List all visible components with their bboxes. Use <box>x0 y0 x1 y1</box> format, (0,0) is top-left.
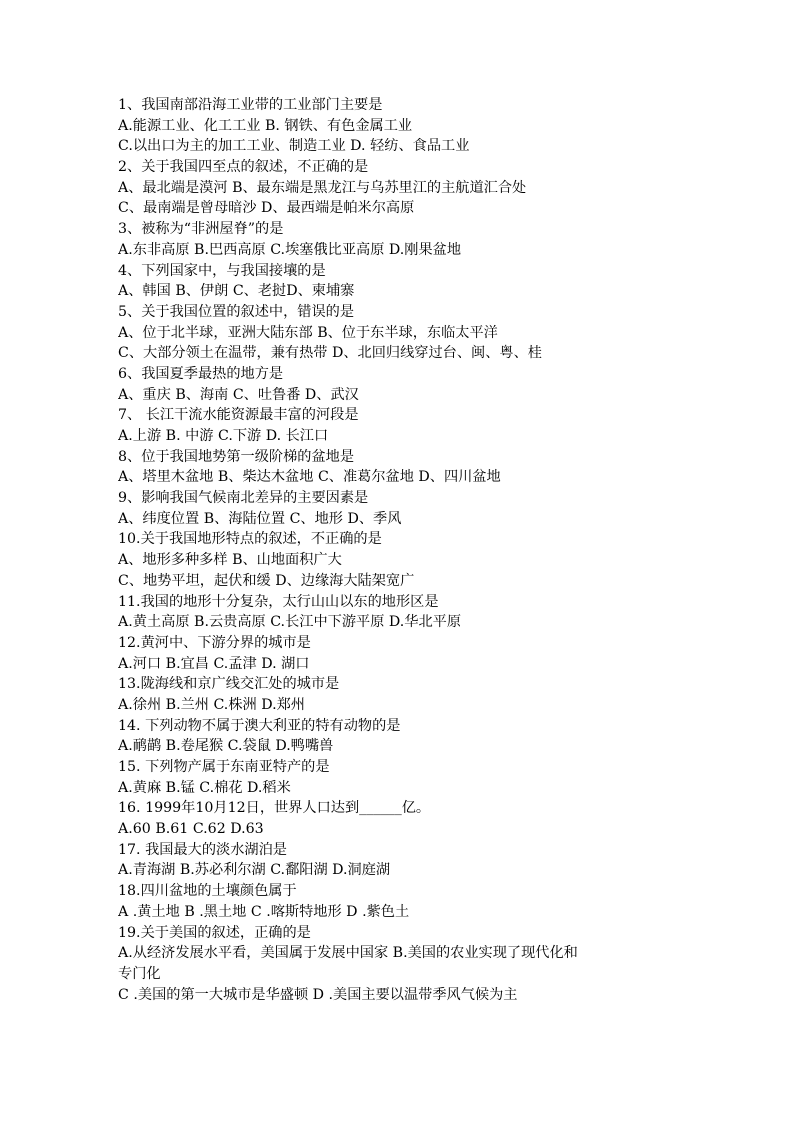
question-10-options-ab: A、地形多种多样 B、山地面积广大 <box>118 552 342 569</box>
question-11-options: A.黄土高原 B.云贵高原 C.长江中下游平原 D.华北平原 <box>118 614 462 631</box>
question-8-stem: 8、位于我国地势第一级阶梯的盆地是 <box>118 448 355 465</box>
question-8-options: A、塔里木盆地 B、柴达木盆地 C、准葛尔盆地 D、四川盆地 <box>118 469 501 486</box>
question-2-stem: 2、关于我国四至点的叙述，不正确的是 <box>118 159 369 176</box>
question-4-stem: 4、下列国家中，与我国接壤的是 <box>118 262 326 279</box>
question-9-options: A、纬度位置 B、海陆位置 C、地形 D、季风 <box>118 510 402 527</box>
question-10-options-cd: C、地势平坦，起伏和缓 D、边缘海大陆架宽广 <box>118 572 415 589</box>
question-3-stem: 3、被称为“非洲屋脊”的是 <box>118 221 284 238</box>
question-7-options: A.上游 B. 中游 C.下游 D. 长江口 <box>118 428 329 444</box>
question-16-options: A.60 B.61 C.62 D.63 <box>118 821 264 838</box>
question-18-stem: 18.四川盆地的土壤颜色属于 <box>118 883 297 900</box>
question-10-stem: 10.关于我国地形特点的叙述，不正确的是 <box>118 531 382 548</box>
question-14-options: A.鸸鹋 B.卷尾猴 C.袋鼠 D.鸭嘴兽 <box>118 738 334 755</box>
question-19-options-ab-cont: 专门化 <box>118 965 161 982</box>
question-19-options-ab: A.从经济发展水平看，美国属于发展中国家 B.美国的农业实现了现代化和 <box>118 945 578 962</box>
question-19-options-cd: C .美国的第一大城市是华盛顿 D .美国主要以温带季风气候为主 <box>118 986 518 1003</box>
question-17-options: A.青海湖 B.苏必利尔湖 C.鄱阳湖 D.洞庭湖 <box>118 862 391 879</box>
question-6-stem: 6、我国夏季最热的地方是 <box>118 365 284 382</box>
question-18-options: A .黄土地 B .黑土地 C .喀斯特地形 D .紫色土 <box>118 903 410 920</box>
question-6-options: A、重庆 B、海南 C、吐鲁番 D、武汉 <box>118 386 359 403</box>
question-15-stem: 15. 下列物产属于东南亚特产的是 <box>118 759 330 775</box>
question-5-options-ab: A、位于北半球，亚洲大陆东部 B、位于东半球，东临太平洋 <box>118 324 498 341</box>
question-14-stem: 14. 下列动物不属于澳大利亚的特有动物的是 <box>118 717 401 734</box>
question-13-options: A.徐州 B.兰州 C.株洲 D.郑州 <box>118 696 305 713</box>
question-2-options-ab: A、最北端是漠河 B、最东端是黑龙江与乌苏里江的主航道汇合处 <box>118 179 527 196</box>
question-5-stem: 5、关于我国位置的叙述中，错误的是 <box>118 303 355 320</box>
question-17-stem: 17. 我国最大的淡水湖泊是 <box>118 841 287 858</box>
question-7-stem: 7、 长江干流水能资源最丰富的河段是 <box>118 407 359 424</box>
question-1-options-cd: C.以出口为主的加工工业、制造工业 D. 轻纺、食品工业 <box>118 138 470 155</box>
question-12-options: A.河口 B.宜昌 C.孟津 D. 湖口 <box>118 655 310 672</box>
question-list <box>118 95 718 1005</box>
question-15-options: A.黄麻 B.锰 C.棉花 D.稻米 <box>118 779 291 796</box>
question-1-options-ab: A.能源工业、化工工业 B. 钢铁、有色金属工业 <box>118 117 413 134</box>
question-1-stem: 1、我国南部沿海工业带的工业部门主要是 <box>118 97 383 113</box>
question-5-options-cd: C、大部分领土在温带，兼有热带 D、北回归线穿过台、闽、粤、桂 <box>118 345 542 362</box>
question-11-stem: 11.我国的地形十分复杂，太行山山以东的地形区是 <box>118 593 439 610</box>
question-16-stem: 16. 1999年10月12日，世界人口达到______亿。 <box>118 800 431 817</box>
question-4-options: A、韩国 B、伊朗 C、老挝D、柬埔寨 <box>118 283 355 300</box>
question-2-options-cd: C、最南端是曾母暗沙 D、最西端是帕米尔高原 <box>118 200 415 217</box>
question-13-stem: 13.陇海线和京广线交汇处的城市是 <box>118 676 340 693</box>
question-12-stem: 12.黄河中、下游分界的城市是 <box>118 634 311 651</box>
question-3-options: A.东非高原 B.巴西高原 C.埃塞俄比亚高原 D.刚果盆地 <box>118 241 462 258</box>
question-19-stem: 19.关于美国的叙述，正确的是 <box>118 924 311 941</box>
question-9-stem: 9、影响我国气候南北差异的主要因素是 <box>118 490 369 507</box>
